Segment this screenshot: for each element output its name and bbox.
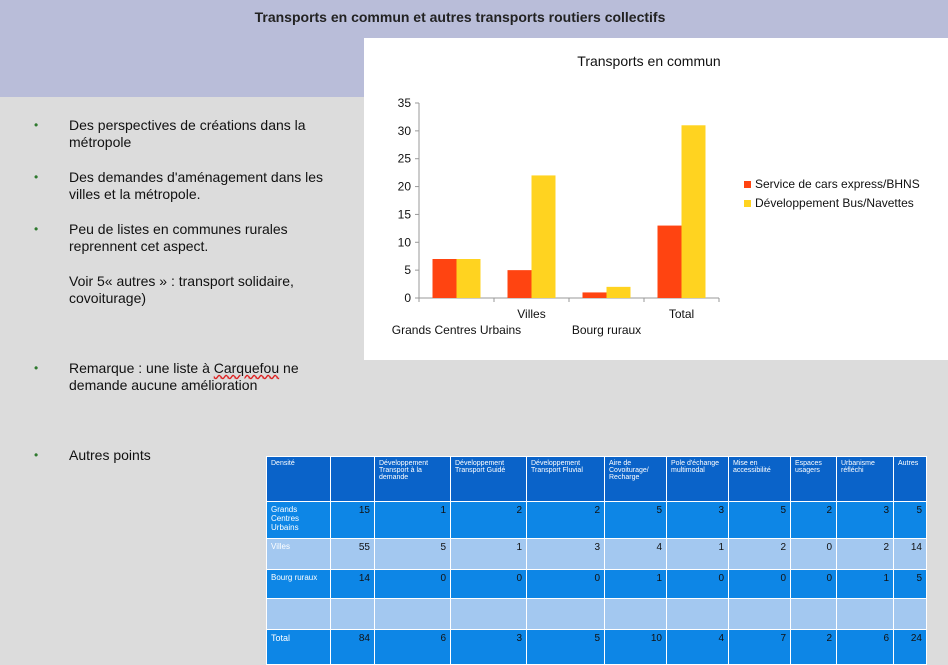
table-cell: 4 [667,630,729,665]
table-cell: 1 [605,570,667,599]
table-header-cell: Urbanisme réfléchi [837,457,894,502]
table-cell: 4 [605,539,667,570]
table-cell: 15 [331,502,375,539]
table-cell [729,599,791,630]
table-cell: 5 [894,570,927,599]
table-header-cell: Autres [894,457,927,502]
table-row [267,570,927,599]
table-cell [527,599,605,630]
y-tick-label: 15 [397,207,411,222]
table-cell: 55 [331,539,375,570]
slide-title: Transports en commun et autres transports routiers collectifs [254,9,666,25]
bar-bus-navettes [682,125,706,298]
bar-chart [364,38,948,360]
table-cell [791,599,837,630]
bar-bus-navettes [457,259,481,298]
table-cell: 5 [729,502,791,539]
table-header-cell: Pole d'échange multimodal [667,457,729,502]
table-cell: 0 [375,570,451,599]
y-tick-label: 30 [397,123,411,138]
table-cell: 1 [451,539,527,570]
table-header-cell: Développement Transport Fluvial [527,457,605,502]
table-cell: 7 [729,630,791,665]
table-cell: 2 [837,539,894,570]
table-total-row [267,630,927,665]
table-cell: 6 [837,630,894,665]
table-cell [894,599,927,630]
table-cell [331,599,375,630]
legend-swatch [744,200,751,207]
chart-title: Transports en commun [577,53,721,69]
bar-service-cars [433,259,457,298]
table-cell: 0 [729,570,791,599]
bullet-dot-icon: • [34,118,39,132]
table-cell: 0 [791,570,837,599]
table-cell: 14 [331,570,375,599]
table-row-label: Total [267,630,331,665]
table-cell [837,599,894,630]
table-row-label: Bourg ruraux [267,570,331,599]
table-cell: 5 [605,502,667,539]
legend-label: Service de cars express/BHNS [755,177,920,191]
table-row-empty [267,599,927,630]
table-header-row [267,457,927,502]
table-header-cell: Espaces usagers [791,457,837,502]
bullet-text: Autres points [69,447,151,463]
x-tick-label: Grands Centres Urbains [391,323,522,337]
x-tick-label: Total [668,307,695,321]
table-cell [451,599,527,630]
table-cell: 2 [451,502,527,539]
table-row [267,539,927,570]
legend-swatch [744,181,751,188]
table-cell: 1 [837,570,894,599]
table-cell: 84 [331,630,375,665]
y-tick-label: 25 [397,151,411,166]
table-header-cell: Aire de Covoiturage/ Recharge [605,457,667,502]
bullet-dot-icon: • [34,170,39,184]
bar-service-cars [583,292,607,298]
table-cell: 0 [667,570,729,599]
bar-bus-navettes [607,287,631,298]
table-row [267,502,927,539]
table-cell [605,599,667,630]
x-tick-label: Villes [517,307,546,321]
bullet-dot-icon: • [34,222,39,236]
y-tick-label: 20 [397,179,411,194]
table-header-cell [331,457,375,502]
table-cell: 14 [894,539,927,570]
bullet-dot-icon: • [34,361,39,375]
table-cell [267,599,331,630]
table-cell: 1 [375,502,451,539]
table-header-cell: Densité [267,457,331,502]
table-cell: 3 [667,502,729,539]
table-header-cell: Mise en accessibilité [729,457,791,502]
table-cell: 0 [451,570,527,599]
table-cell: 2 [791,630,837,665]
bullet-text-before: Remarque : une liste à [69,360,214,376]
bar-bus-navettes [532,175,556,298]
y-tick-label: 10 [397,235,411,250]
bullet-dot-icon: • [34,448,39,462]
bullet-text: Peu de listes en communes rurales reprennent cet aspect. [69,221,288,254]
x-tick-label: Bourg ruraux [571,323,642,337]
y-tick-label: 0 [404,291,411,305]
y-tick-label: 35 [397,96,411,110]
table-row-label: Villes [267,539,331,570]
table-cell: 3 [527,539,605,570]
legend-label: Développement Bus/Navettes [755,196,914,210]
bullet-text: Des demandes d'aménagement dans les villes et la métropole. [69,169,324,202]
bullet-text-after: ne demande aucune amélioration [69,360,299,393]
table-cell [375,599,451,630]
table-cell: 2 [791,502,837,539]
data-table [266,456,927,665]
table-cell: 2 [527,502,605,539]
table-cell: 24 [894,630,927,665]
bullet-text-underlined: Carquefou [213,360,280,376]
table-cell: 6 [375,630,451,665]
bar-service-cars [658,226,682,298]
table-cell: 3 [837,502,894,539]
bullet-text: Des perspectives de créations dans la métropole [69,117,306,150]
chart-svg [364,38,948,360]
table-cell: 0 [527,570,605,599]
table-cell: 5 [375,539,451,570]
table-cell: 5 [527,630,605,665]
table-cell: 5 [894,502,927,539]
bullet-text: Voir 5« autres » : transport solidaire, covoiturage) [69,273,294,306]
table-cell: 3 [451,630,527,665]
bullet-text [69,360,339,394]
table-header-cell: Développement Transport Guidé [451,457,527,502]
table-cell: 0 [791,539,837,570]
y-tick-label: 5 [404,263,411,278]
table-header-cell: Développement Transport à la demande [375,457,451,502]
table-cell: 10 [605,630,667,665]
bar-service-cars [508,270,532,298]
table-row-label: Grands Centres Urbains [267,502,331,539]
table-cell [667,599,729,630]
table-cell: 2 [729,539,791,570]
table-cell: 1 [667,539,729,570]
